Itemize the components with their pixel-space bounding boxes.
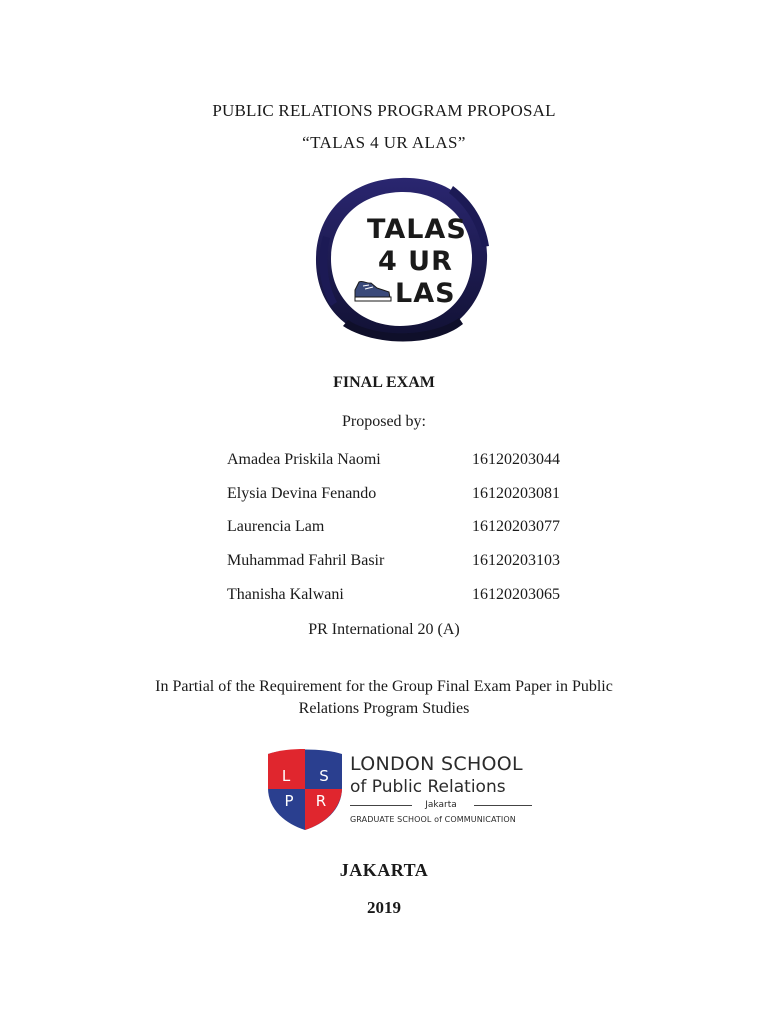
member-name: Amadea Priskila Naomi [227,451,381,468]
member-id: 16120203077 [472,518,560,535]
program-logo-line1: TALAS [367,214,467,245]
school-tagline: GRADUATE SCHOOL of COMMUNICATION [350,815,516,824]
school-city: Jakarta [425,800,457,810]
program-logo-graphic [303,166,499,352]
lspr-shield-icon [266,748,344,832]
member-row [227,552,607,574]
school-name-line2: of Public Relations [350,777,506,797]
purpose-line: Relations Program Studies [298,700,470,717]
member-id: 16120203065 [472,586,560,603]
purpose-statement [0,676,768,720]
program-logo-line3: LAS [395,278,456,309]
program-logo [303,166,499,352]
school-name-line1: LONDON SCHOOL [350,753,523,775]
sneaker-icon [355,281,391,301]
year-label: 2019 [367,898,401,917]
member-id: 16120203103 [472,552,560,569]
purpose-line: In Partial of the Requirement for the Group Final Exam Paper in Public [155,678,613,695]
shield-letter-p: P [284,792,294,810]
school-logo [266,748,538,832]
program-logo-line2: 4 UR [378,246,453,277]
member-id: 16120203081 [472,485,560,502]
member-row [227,485,607,507]
exam-label: FINAL EXAM [333,374,435,391]
document-title: PUBLIC RELATIONS PROGRAM PROPOSAL [212,101,556,120]
shield-letter-s: S [319,767,329,785]
divider [474,805,532,806]
member-row [227,451,607,473]
member-name: Thanisha Kalwani [227,586,344,603]
member-name: Elysia Devina Fenando [227,485,377,502]
member-row [227,518,607,540]
program-name: “TALAS 4 UR ALAS” [302,133,466,152]
proposed-by-label: Proposed by: [342,413,426,430]
shield-letter-r: R [315,792,327,810]
shield-letter-l: L [281,767,291,785]
member-id: 16120203044 [472,451,560,468]
class-label: PR International 20 (A) [308,621,460,638]
member-row [227,586,607,608]
city-label: JAKARTA [339,860,429,880]
member-name: Laurencia Lam [227,518,325,535]
member-name: Muhammad Fahril Basir [227,552,385,569]
